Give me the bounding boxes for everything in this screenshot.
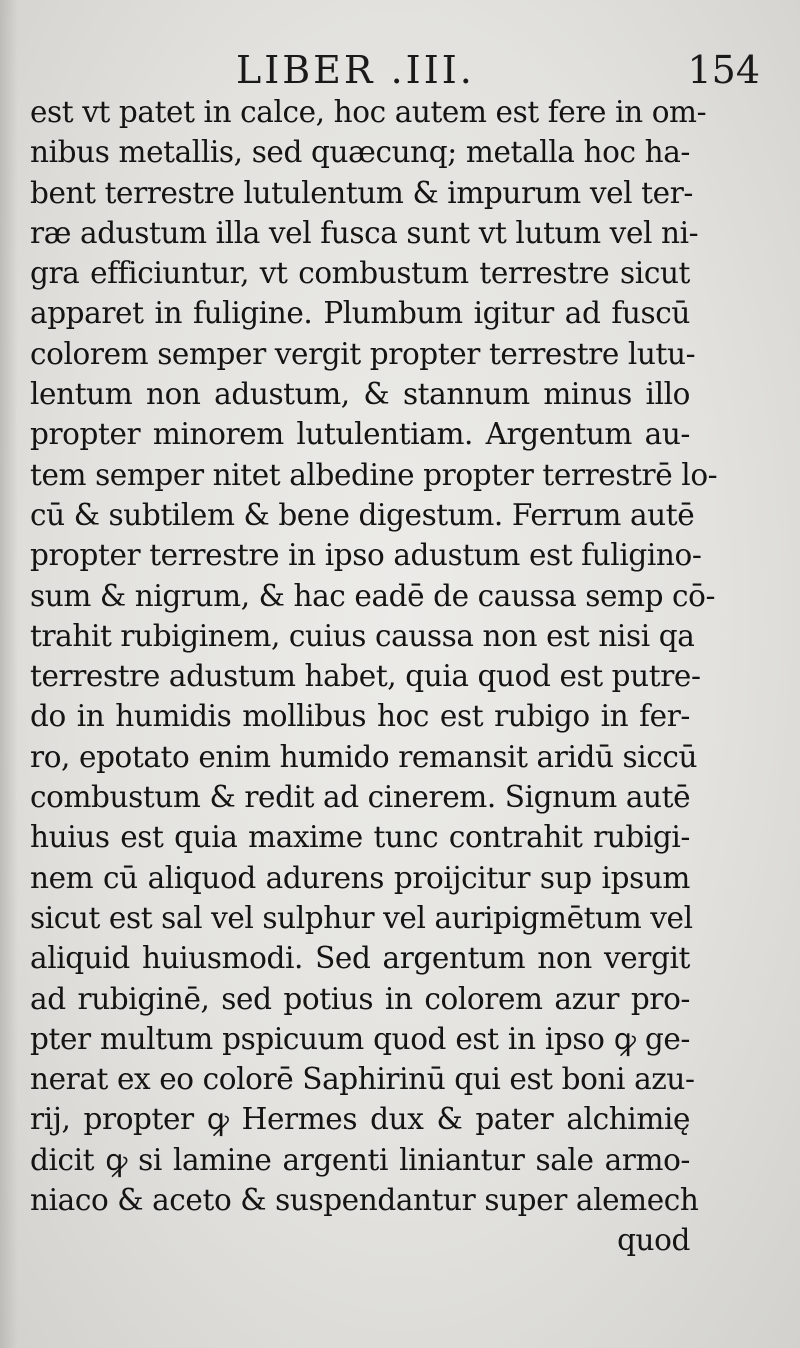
text-line: ro, epotato enim humido remansit aridū siccū (30, 739, 698, 774)
text-line: ræ adustum illa vel fusca sunt vt lutum vel ni- (30, 215, 699, 250)
catchword: quod (617, 1223, 690, 1258)
text-block (30, 92, 718, 1261)
text-line: nem cū aliquod adurens proijcitur sup ipsum (30, 860, 690, 895)
text-line: sicut est sal vel sulphur vel auripigmētum vel (30, 900, 693, 935)
text-line: terrestre adustum habet, quia quod est putre- (30, 659, 701, 694)
text-line: do in humidis mollibus hoc est rubigo in fer- (30, 699, 690, 734)
text-line: huius est quia maxime tunc contrahit rubigi- (30, 820, 690, 855)
text-line: aliquid huiusmodi. Sed argentum non vergit (30, 941, 690, 976)
text-line: combustum & redit ad cinerem. Signum autē (30, 780, 691, 815)
text-line: ad rubiginē, sed potius in colorem azur pro- (30, 981, 690, 1016)
text-line: pter multum pspicuum quod est in ipso ꝙ ge- (30, 1021, 690, 1056)
text-line: bent terrestre lutulentum & impurum vel ter- (30, 175, 693, 210)
text-line: sum & nigrum, & hac eadē de caussa semp cō- (30, 578, 716, 613)
text-line: lentum non adustum, & stannum minus illo (30, 377, 690, 412)
text-line: apparet in fuligine. Plumbum igitur ad fuscū (30, 296, 690, 331)
text-line: nerat ex eo colorē Saphirinū qui est boni azu- (30, 1062, 695, 1097)
text-line: niaco & aceto & suspendantur super alemech (30, 1183, 699, 1218)
running-head: LIBER .III. (236, 48, 475, 92)
text-line: nibus metallis, sed quæcunq; metalla hoc ha- (30, 135, 690, 170)
page-header (36, 48, 760, 98)
text-line: colorem semper vergit propter terrestre lutu- (30, 336, 696, 371)
text-line: gra efficiuntur, vt combustum terrestre sicut (30, 256, 690, 291)
text-line: trahit rubiginem, cuius caussa non est nisi qa (30, 618, 695, 653)
text-line: cū & subtilem & bene digestum. Ferrum autē (30, 497, 695, 532)
text-line: propter terrestre in ipso adustum est fuligino- (30, 538, 702, 573)
folio-number: 154 (687, 48, 760, 92)
text-line: rij, propter ꝙ Hermes dux & pater alchimię (30, 1102, 690, 1137)
text-line: dicit ꝙ si lamine argenti liniantur sale armo- (30, 1142, 690, 1177)
text-line: tem semper nitet albedine propter terrestrē lo- (30, 457, 718, 492)
text-line: propter minorem lutulentiam. Argentum au- (30, 417, 690, 452)
text-line: est vt patet in calce, hoc autem est fere in om- (30, 95, 707, 129)
